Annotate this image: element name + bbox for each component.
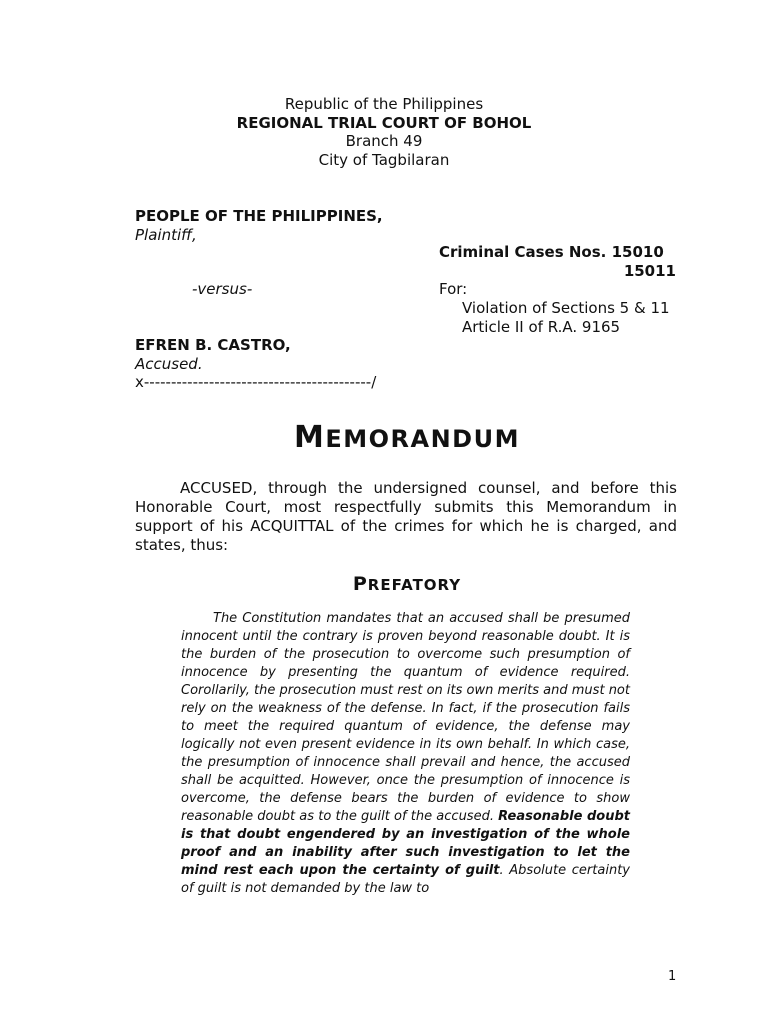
quote-text-2: . Absolute certainty of guilt is not demanded by the law to <box>181 863 630 896</box>
violation-line-2: Article II of R.A. 9165 <box>462 318 621 336</box>
accused-role: Accused. <box>135 355 203 373</box>
case-number-2: 15011 <box>623 262 676 280</box>
case-numbers-label: Criminal Cases Nos. 15010 <box>439 243 664 261</box>
versus-label: -versus- <box>192 280 253 298</box>
court-header <box>0 95 768 169</box>
republic-line: Republic of the Philippines <box>284 95 484 113</box>
quote-text-1: The Constitution mandates that an accused shall be presumed innocent until the contrary is proven beyond reasonable doubt. It is the burden of the prosecution to overcome such presumption of innocence by presenting the quantum of evidence required. Corollarily, the prosecution must rest on its own merits and must not rely on the weakness of the defense. In fact, if the prosecution fails to meet the required quantum of evidence, the defense may logically not even present evidence in its own behalf. In which case, the presumption of innocence shall prevail and hence, the accused shall be acquitted. However, once the presumption of innocence is overcome, the defense bears the burden of evidence to show reasonable doubt as to the guilt of the accused. <box>181 611 630 824</box>
section-rest: REFATORY <box>367 576 462 594</box>
title-rest: EMORANDUM <box>325 425 520 453</box>
plaintiff-role: Plaintiff, <box>135 226 197 244</box>
for-label: For: <box>439 280 468 298</box>
city-line: City of Tagbilaran <box>318 150 450 169</box>
quote-bold-text: Reasonable doubt is that doubt engendered by an investigation of the whole proof and an inability after such investigation to let the mind rest each upon the certainty of guilt <box>181 809 631 878</box>
plaintiff-name: PEOPLE OF THE PHILIPPINES, <box>135 207 383 225</box>
intro-paragraph <box>135 479 677 555</box>
intro-text: ACCUSED, through the undersigned counsel, and before this Honorable Court, most respectfully submits this Memorandum in support of his ACQUITTAL of the crimes for which he is charged, and states, thus: <box>135 479 677 554</box>
court-name: REGIONAL TRIAL COURT OF BOHOL <box>236 113 532 132</box>
prefatory-quote <box>181 610 630 898</box>
section-initial: P <box>352 573 368 595</box>
page-number: 1 <box>668 969 677 984</box>
branch-line: Branch 49 <box>345 132 423 150</box>
accused-name: EFREN B. CASTRO, <box>135 336 291 354</box>
violation-line-1: Violation of Sections 5 & 11 <box>462 299 670 317</box>
caption-separator: x------------------------------------------/ <box>135 373 377 391</box>
memorandum-title <box>0 420 768 455</box>
title-initial: M <box>294 420 326 455</box>
section-heading <box>0 573 768 595</box>
